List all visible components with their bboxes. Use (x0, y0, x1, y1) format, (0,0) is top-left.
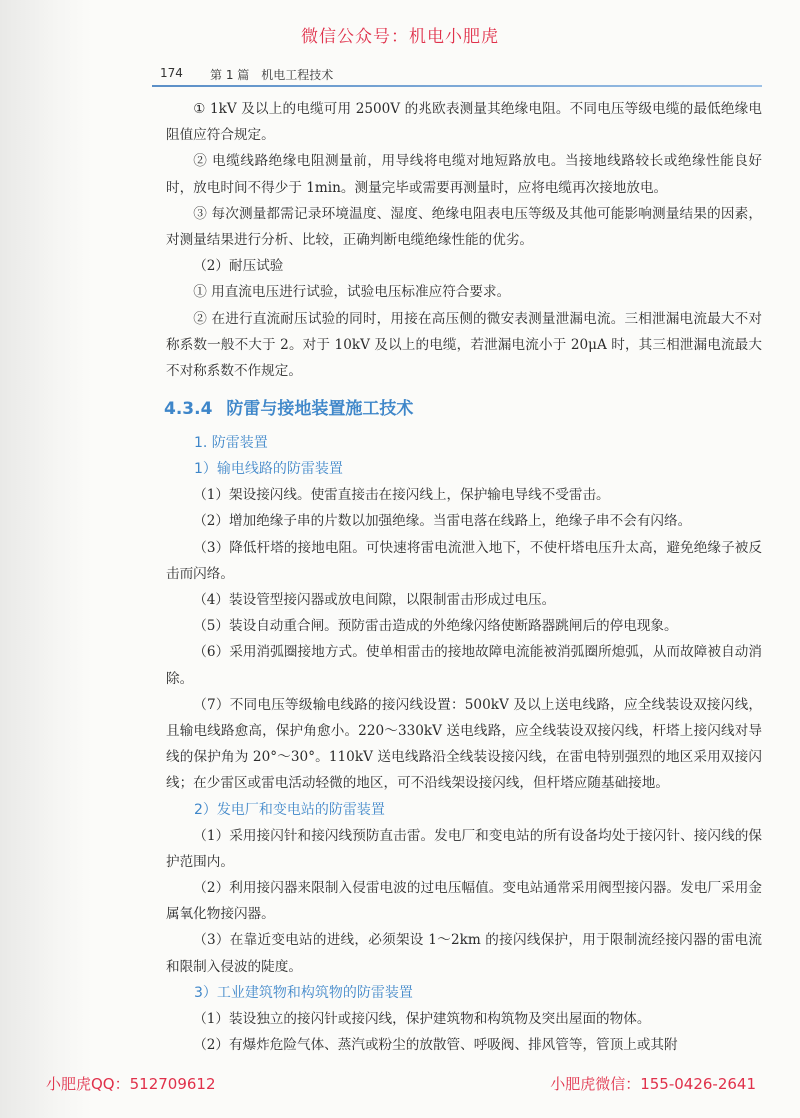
watermark-footer (0, 1073, 800, 1097)
paragraph-withstand-1: ① 用直流电压进行试验，试验电压标准应符合要求。 (193, 284, 511, 301)
watermark-qq: 小肥虎QQ：512709612 (46, 1075, 216, 1093)
paragraph-withstand-heading: （2）耐压试验 (193, 258, 284, 275)
list-item: （1）架设接闪线。使雷直接击在接闪线上，保护输电导线不受雷击。 (193, 487, 610, 504)
list-item: （2）增加绝缘子串的片数以加强绝缘。当雷电落在线路上，绝缘子串不会有闪络。 (193, 513, 692, 530)
list-item: （5）装设自动重合闸。预防雷击造成的外绝缘闪络使断路器跳闸后的停电现象。 (193, 618, 678, 635)
list-item: （2）利用接闪器来限制入侵雷电波的过电压幅值。变电站通常采用阀型接闪器。发电厂采用金属氧化物接闪器。 (166, 880, 762, 923)
page-number: 174 (160, 66, 183, 80)
paragraph-insulation-3: ③ 每次测量都需记录环境温度、湿度、绝缘电阻表电压等级及其他可能影响测量结果的因素，对测量结果进行分析、比较，正确判断电缆绝缘性能的优劣。 (166, 205, 762, 249)
subheading-industrial-buildings: 3）工业建筑物和构筑物的防雷装置 (194, 984, 413, 1001)
page-gutter-shadow (0, 0, 92, 1118)
page-content (166, 96, 762, 1058)
paragraph-insulation-2: ② 电缆线路绝缘电阻测量前，用导线将电缆对地短路放电。当接地线路较长或绝缘性能良好时，放电时间不得少于 1min。测量完毕或需要再测量时，应将电缆再次接地放电。 (166, 153, 762, 196)
watermark-top: 微信公众号：机电小肥虎 (301, 27, 499, 47)
section-heading (164, 394, 762, 424)
list-item: （7）不同电压等级输电线路的接闪线设置：500kV 及以上送电线路，应全线装设双接闪线，且输电线路愈高，保护角愈小。220～330kV 送电线路，应全线装设双接闪线，杆塔上接闪线对导线的保护角为 20°～30°。110kV 送电线路沿全线装设接闪线，在雷电特别强烈的地区采用双接闪线；在少雷区或雷电活动轻微的地区，可不沿线架设接闪线，但杆塔应随基础接地。 (166, 696, 762, 792)
list-item: （1）采用接闪针和接闪线预防直击雷。发电厂和变电站的所有设备均处于接闪针、接闪线的保护范围内。 (166, 827, 762, 870)
section-title: 防雷与接地装置施工技术 (226, 399, 414, 420)
watermark-wechat: 小肥虎微信：155-0426-2641 (550, 1075, 756, 1093)
list-item: （2）有爆炸危险气体、蒸汽或粉尘的放散管、呼吸阀、排风管等，管顶上或其附 (193, 1037, 678, 1054)
list-item: （3）在靠近变电站的进线，必须架设 1～2km 的接闪线保护，用于限制流经接闪器的雷电流和限制入侵波的陡度。 (166, 932, 762, 975)
running-header (152, 64, 762, 86)
list-item: （1）装设独立的接闪针或接闪线，保护建筑物和构筑物及突出屋面的物体。 (193, 1010, 651, 1027)
header-rule (152, 85, 762, 87)
chapter-title: 第 1 篇 机电工程技术 (210, 68, 334, 82)
list-item: （4）装设管型接闪器或放电间隙，以限制雷击形成过电压。 (193, 592, 556, 609)
section-number: 4.3.4 (164, 399, 213, 420)
subheading-lightning-devices: 1. 防雷装置 (194, 435, 268, 452)
list-item: （3）降低杆塔的接地电阻。可快速将雷电流泄入地下，不使杆塔电压升太高，避免绝缘子被反击而闪络。 (166, 539, 762, 582)
subheading-power-plant: 2）发电厂和变电站的防雷装置 (194, 801, 385, 818)
paragraph-withstand-2: ② 在进行直流耐压试验的同时，用接在高压侧的微安表测量泄漏电流。三相泄漏电流最大不对称系数一般不大于 2。对于 10kV 及以上的电缆，若泄漏电流小于 20μA 时，其三相泄漏电流最大不对称系数不作规定。 (166, 310, 762, 380)
subheading-transmission-line: 1）输电线路的防雷装置 (194, 461, 343, 478)
paragraph-insulation-1: ① 1kV 及以上的电缆可用 2500V 的兆欧表测量其绝缘电阻。不同电压等级电缆的最低绝缘电阻值应符合规定。 (166, 101, 762, 144)
list-item: （6）采用消弧圈接地方式。使单相雷击的接地故障电流能被消弧圈所熄弧，从而故障被自动消除。 (166, 644, 762, 687)
